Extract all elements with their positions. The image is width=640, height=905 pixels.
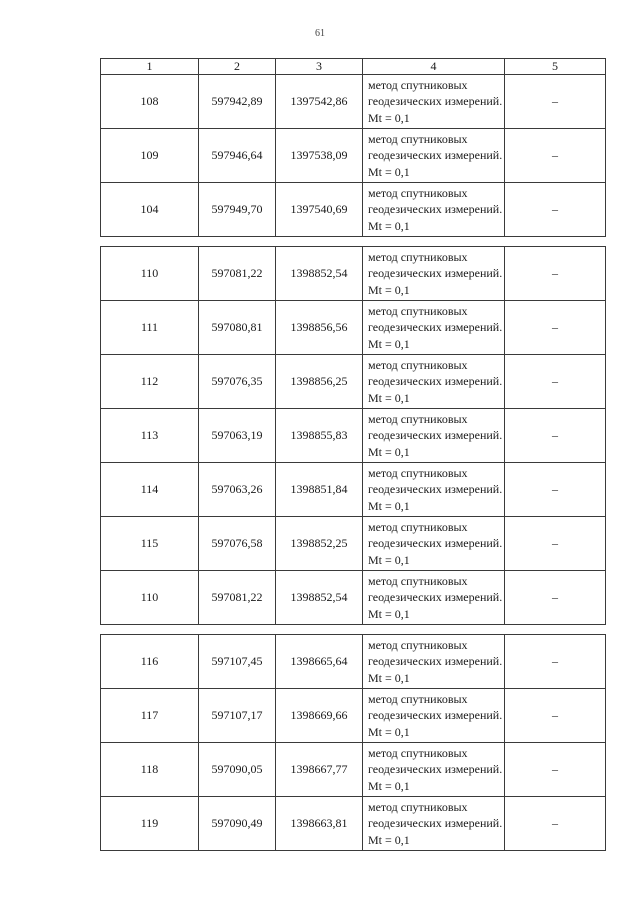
table-row: [101, 571, 606, 625]
cell-x: 597107,45: [199, 635, 276, 689]
cell-note: –: [505, 183, 606, 237]
separator-cell: [101, 237, 606, 247]
cell-method: метод спутниковых геодезических измерений. Mt = 0,1: [363, 183, 505, 237]
cell-method: метод спутниковых геодезических измерений. Mt = 0,1: [363, 635, 505, 689]
cell-x: 597080,81: [199, 301, 276, 355]
cell-x: 597949,70: [199, 183, 276, 237]
cell-method: метод спутниковых геодезических измерений. Mt = 0,1: [363, 409, 505, 463]
cell-x: 597081,22: [199, 247, 276, 301]
cell-point: 109: [101, 129, 199, 183]
cell-point: 119: [101, 797, 199, 851]
cell-note: –: [505, 409, 606, 463]
table-row: [101, 689, 606, 743]
separator-cell: [101, 625, 606, 635]
table-row: [101, 75, 606, 129]
page-number: 61: [315, 28, 325, 39]
cell-point: 115: [101, 517, 199, 571]
cell-x: 597090,05: [199, 743, 276, 797]
cell-method: метод спутниковых геодезических измерений. Mt = 0,1: [363, 743, 505, 797]
cell-x: 597063,19: [199, 409, 276, 463]
cell-method: метод спутниковых геодезических измерений. Mt = 0,1: [363, 129, 505, 183]
cell-note: –: [505, 247, 606, 301]
cell-note: –: [505, 517, 606, 571]
column-header: 5: [505, 59, 606, 75]
cell-y: 1398852,54: [276, 571, 363, 625]
table-row: [101, 355, 606, 409]
cell-method: метод спутниковых геодезических измерений. Mt = 0,1: [363, 463, 505, 517]
cell-x: 597076,35: [199, 355, 276, 409]
table-row: [101, 183, 606, 237]
cell-y: 1398852,25: [276, 517, 363, 571]
table-row: [101, 129, 606, 183]
cell-x: 597107,17: [199, 689, 276, 743]
cell-note: –: [505, 689, 606, 743]
cell-y: 1398852,54: [276, 247, 363, 301]
cell-note: –: [505, 797, 606, 851]
cell-y: 1398856,56: [276, 301, 363, 355]
cell-note: –: [505, 301, 606, 355]
table-row: [101, 409, 606, 463]
cell-note: –: [505, 743, 606, 797]
cell-note: –: [505, 129, 606, 183]
coordinates-table: [100, 58, 606, 851]
cell-x: 597946,64: [199, 129, 276, 183]
cell-note: –: [505, 463, 606, 517]
cell-y: 1398851,84: [276, 463, 363, 517]
table-row: [101, 797, 606, 851]
cell-method: метод спутниковых геодезических измерений. Mt = 0,1: [363, 689, 505, 743]
cell-method: метод спутниковых геодезических измерений. Mt = 0,1: [363, 571, 505, 625]
cell-x: 597081,22: [199, 571, 276, 625]
cell-method: метод спутниковых геодезических измерений. Mt = 0,1: [363, 517, 505, 571]
cell-point: 111: [101, 301, 199, 355]
table-row: [101, 635, 606, 689]
cell-x: 597063,26: [199, 463, 276, 517]
cell-point: 112: [101, 355, 199, 409]
cell-point: 118: [101, 743, 199, 797]
cell-y: 1398663,81: [276, 797, 363, 851]
column-header: 1: [101, 59, 199, 75]
group-separator: [101, 237, 606, 247]
cell-point: 113: [101, 409, 199, 463]
table-row: [101, 463, 606, 517]
table-row: [101, 517, 606, 571]
cell-y: 1397540,69: [276, 183, 363, 237]
cell-y: 1398669,66: [276, 689, 363, 743]
cell-x: 597942,89: [199, 75, 276, 129]
cell-point: 110: [101, 247, 199, 301]
cell-y: 1397538,09: [276, 129, 363, 183]
cell-y: 1398665,64: [276, 635, 363, 689]
cell-note: –: [505, 75, 606, 129]
table-header-row: [101, 59, 606, 75]
cell-note: –: [505, 635, 606, 689]
column-header: 2: [199, 59, 276, 75]
cell-point: 104: [101, 183, 199, 237]
cell-point: 114: [101, 463, 199, 517]
column-header: 3: [276, 59, 363, 75]
cell-method: метод спутниковых геодезических измерений. Mt = 0,1: [363, 355, 505, 409]
group-separator: [101, 625, 606, 635]
cell-point: 108: [101, 75, 199, 129]
cell-point: 117: [101, 689, 199, 743]
cell-y: 1397542,86: [276, 75, 363, 129]
cell-y: 1398667,77: [276, 743, 363, 797]
table-body: [101, 75, 606, 851]
cell-x: 597076,58: [199, 517, 276, 571]
cell-method: метод спутниковых геодезических измерений. Mt = 0,1: [363, 301, 505, 355]
table-row: [101, 247, 606, 301]
cell-x: 597090,49: [199, 797, 276, 851]
table-row: [101, 301, 606, 355]
table-row: [101, 743, 606, 797]
cell-point: 116: [101, 635, 199, 689]
cell-method: метод спутниковых геодезических измерений. Mt = 0,1: [363, 247, 505, 301]
cell-point: 110: [101, 571, 199, 625]
cell-method: метод спутниковых геодезических измерений. Mt = 0,1: [363, 75, 505, 129]
column-header: 4: [363, 59, 505, 75]
cell-y: 1398855,83: [276, 409, 363, 463]
cell-y: 1398856,25: [276, 355, 363, 409]
cell-note: –: [505, 571, 606, 625]
cell-method: метод спутниковых геодезических измерений. Mt = 0,1: [363, 797, 505, 851]
cell-note: –: [505, 355, 606, 409]
